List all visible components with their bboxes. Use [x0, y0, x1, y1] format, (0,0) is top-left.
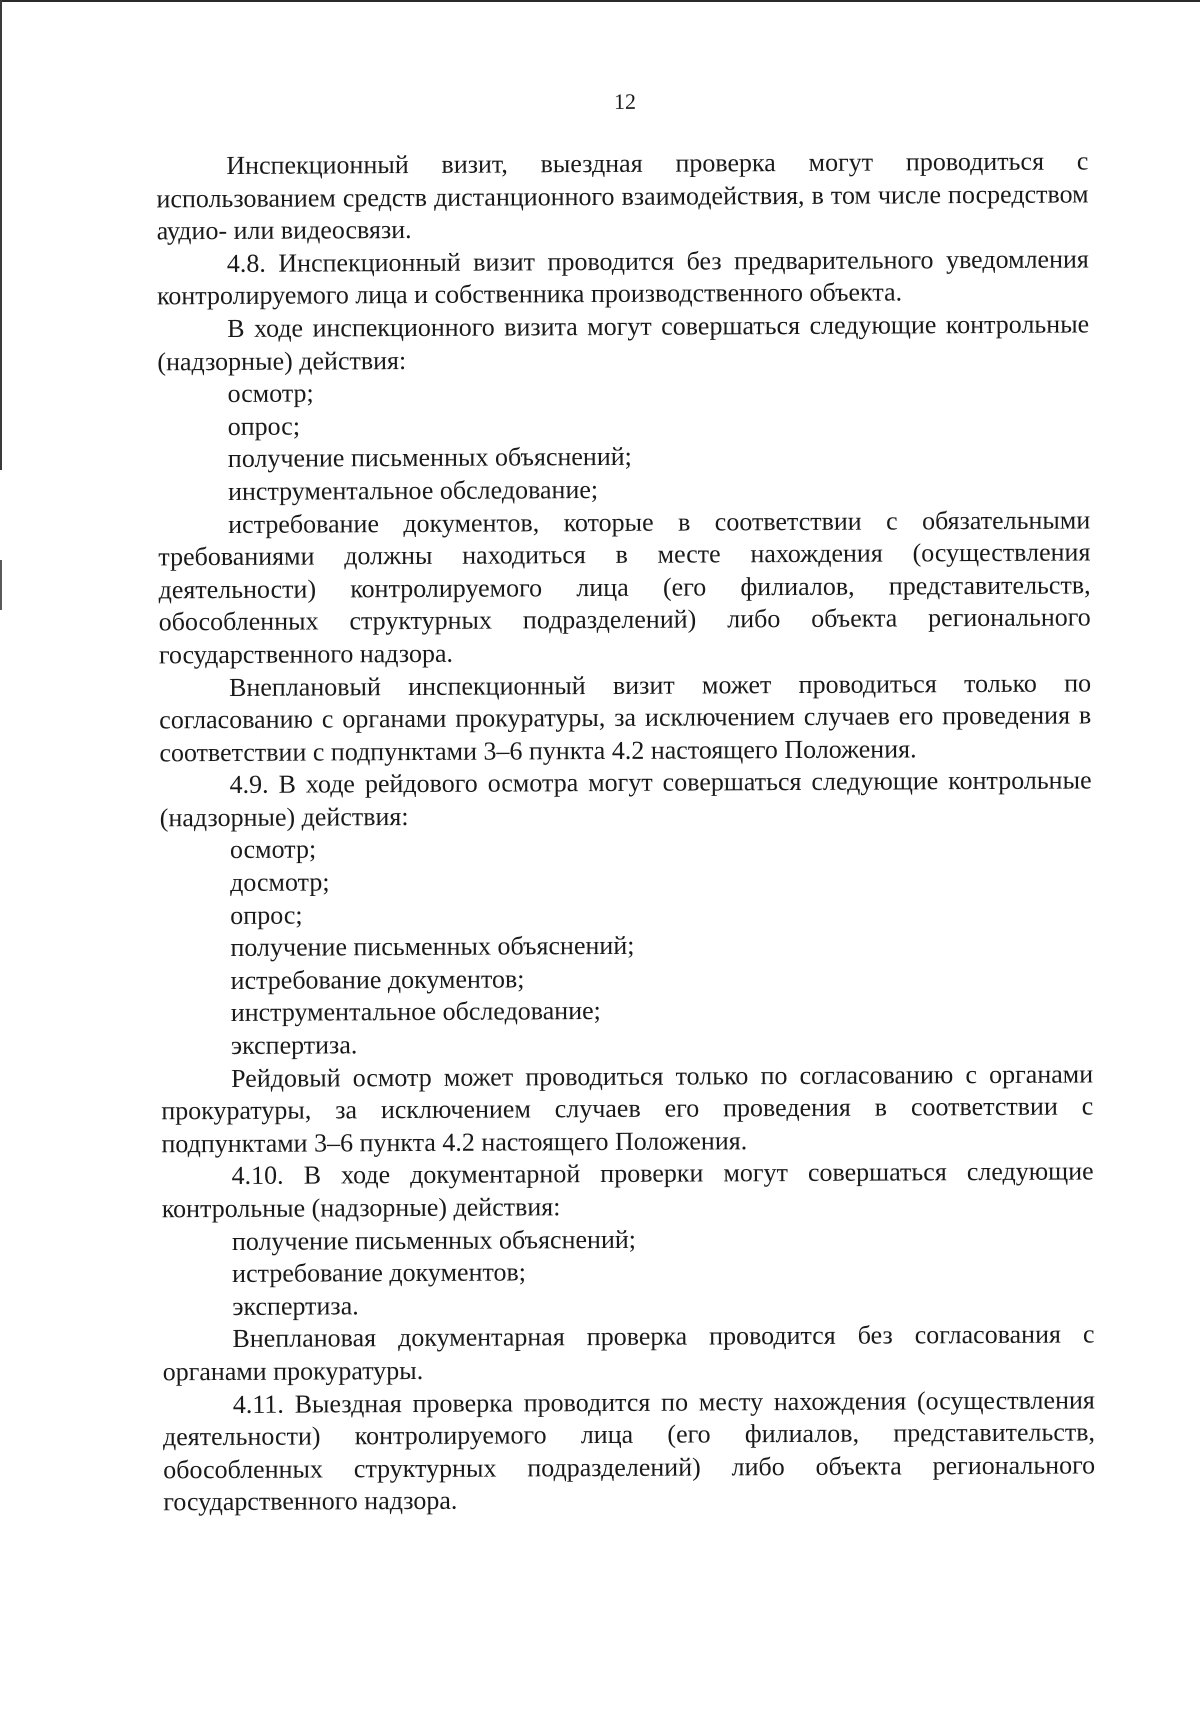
paragraph-4-8: 4.8. Инспекционный визит проводится без предварительного уведомления контролируемого лица и собственника производственного объекта.	[156, 244, 1089, 311]
list-item: опрос;	[227, 411, 301, 441]
document-body	[156, 145, 1095, 1519]
paragraph-unscheduled-documentary-check: Внеплановая документарная проверка проводится без согласования с органами прокуратуры.	[162, 1319, 1095, 1387]
list-item: истребование документов;	[230, 964, 525, 995]
list-item: получение письменных объяснений;	[230, 931, 635, 963]
paragraph-unscheduled-visit: Внеплановый инспекционный визит может проводиться только по согласованию с органами прокуратуры, за исключением случаев его проведения в соответствии с подпунктами 3–6 пункта 4.2 настоящего Положения.	[159, 667, 1092, 768]
list-item-document-request: истребование документов, которые в соответствии с обязательными требованиями должны находиться в месте нахождения (осуществления деятельности) контролируемого лица (его филиалов, представительств, обособленных структурных подразделений) либо объекта регионального государственного надзора.	[158, 504, 1091, 670]
paragraph-remote-inspection: Инспекционный визит, выездная проверка могут проводиться с использованием средств дистанционного взаимодействия, в том числе посредством аудио- или видеосвязи.	[156, 146, 1089, 246]
list-item: экспертиза.	[230, 1030, 358, 1060]
list-item: опрос;	[230, 900, 303, 930]
paragraph-inspection-actions-intro: В ходе инспекционного визита могут совершаться следующие контрольные (надзорные) действия:	[157, 309, 1090, 376]
paragraph-4-9: 4.9. В ходе рейдового осмотра могут совершаться следующие контрольные (надзорные) действия:	[159, 765, 1092, 833]
page-number: 12	[613, 88, 637, 114]
list-item: осмотр;	[229, 834, 317, 865]
list-item: получение письменных объяснений;	[227, 442, 632, 474]
list-item: осмотр;	[227, 378, 314, 409]
list-item: инструментальное обследование;	[227, 474, 599, 506]
list-item: досмотр;	[230, 867, 330, 898]
list-item: экспертиза.	[232, 1291, 359, 1321]
list-item: истребование документов;	[232, 1257, 527, 1289]
paragraph-4-11: 4.11. Выездная проверка проводится по месту нахождения (осуществления деятельности) контролируемого лица (его филиалов, представительств, обособленных структурных подразделений) либо объекта регионального государственного надзора.	[162, 1384, 1096, 1517]
paragraph-4-10: 4.10. В ходе документарной проверки могут совершаться следующие контрольные (надзорные) действия:	[161, 1156, 1094, 1224]
paragraph-raid-inspection: Рейдовый осмотр может проводиться только по согласованию с органами прокуратуры, за исключением случаев его проведения в соответствии с подпунктами 3–6 пункта 4.2 настоящего Положения.	[161, 1059, 1094, 1159]
list-item: инструментальное обследование;	[230, 996, 601, 1028]
list-item: получение письменных объяснений;	[231, 1224, 637, 1256]
